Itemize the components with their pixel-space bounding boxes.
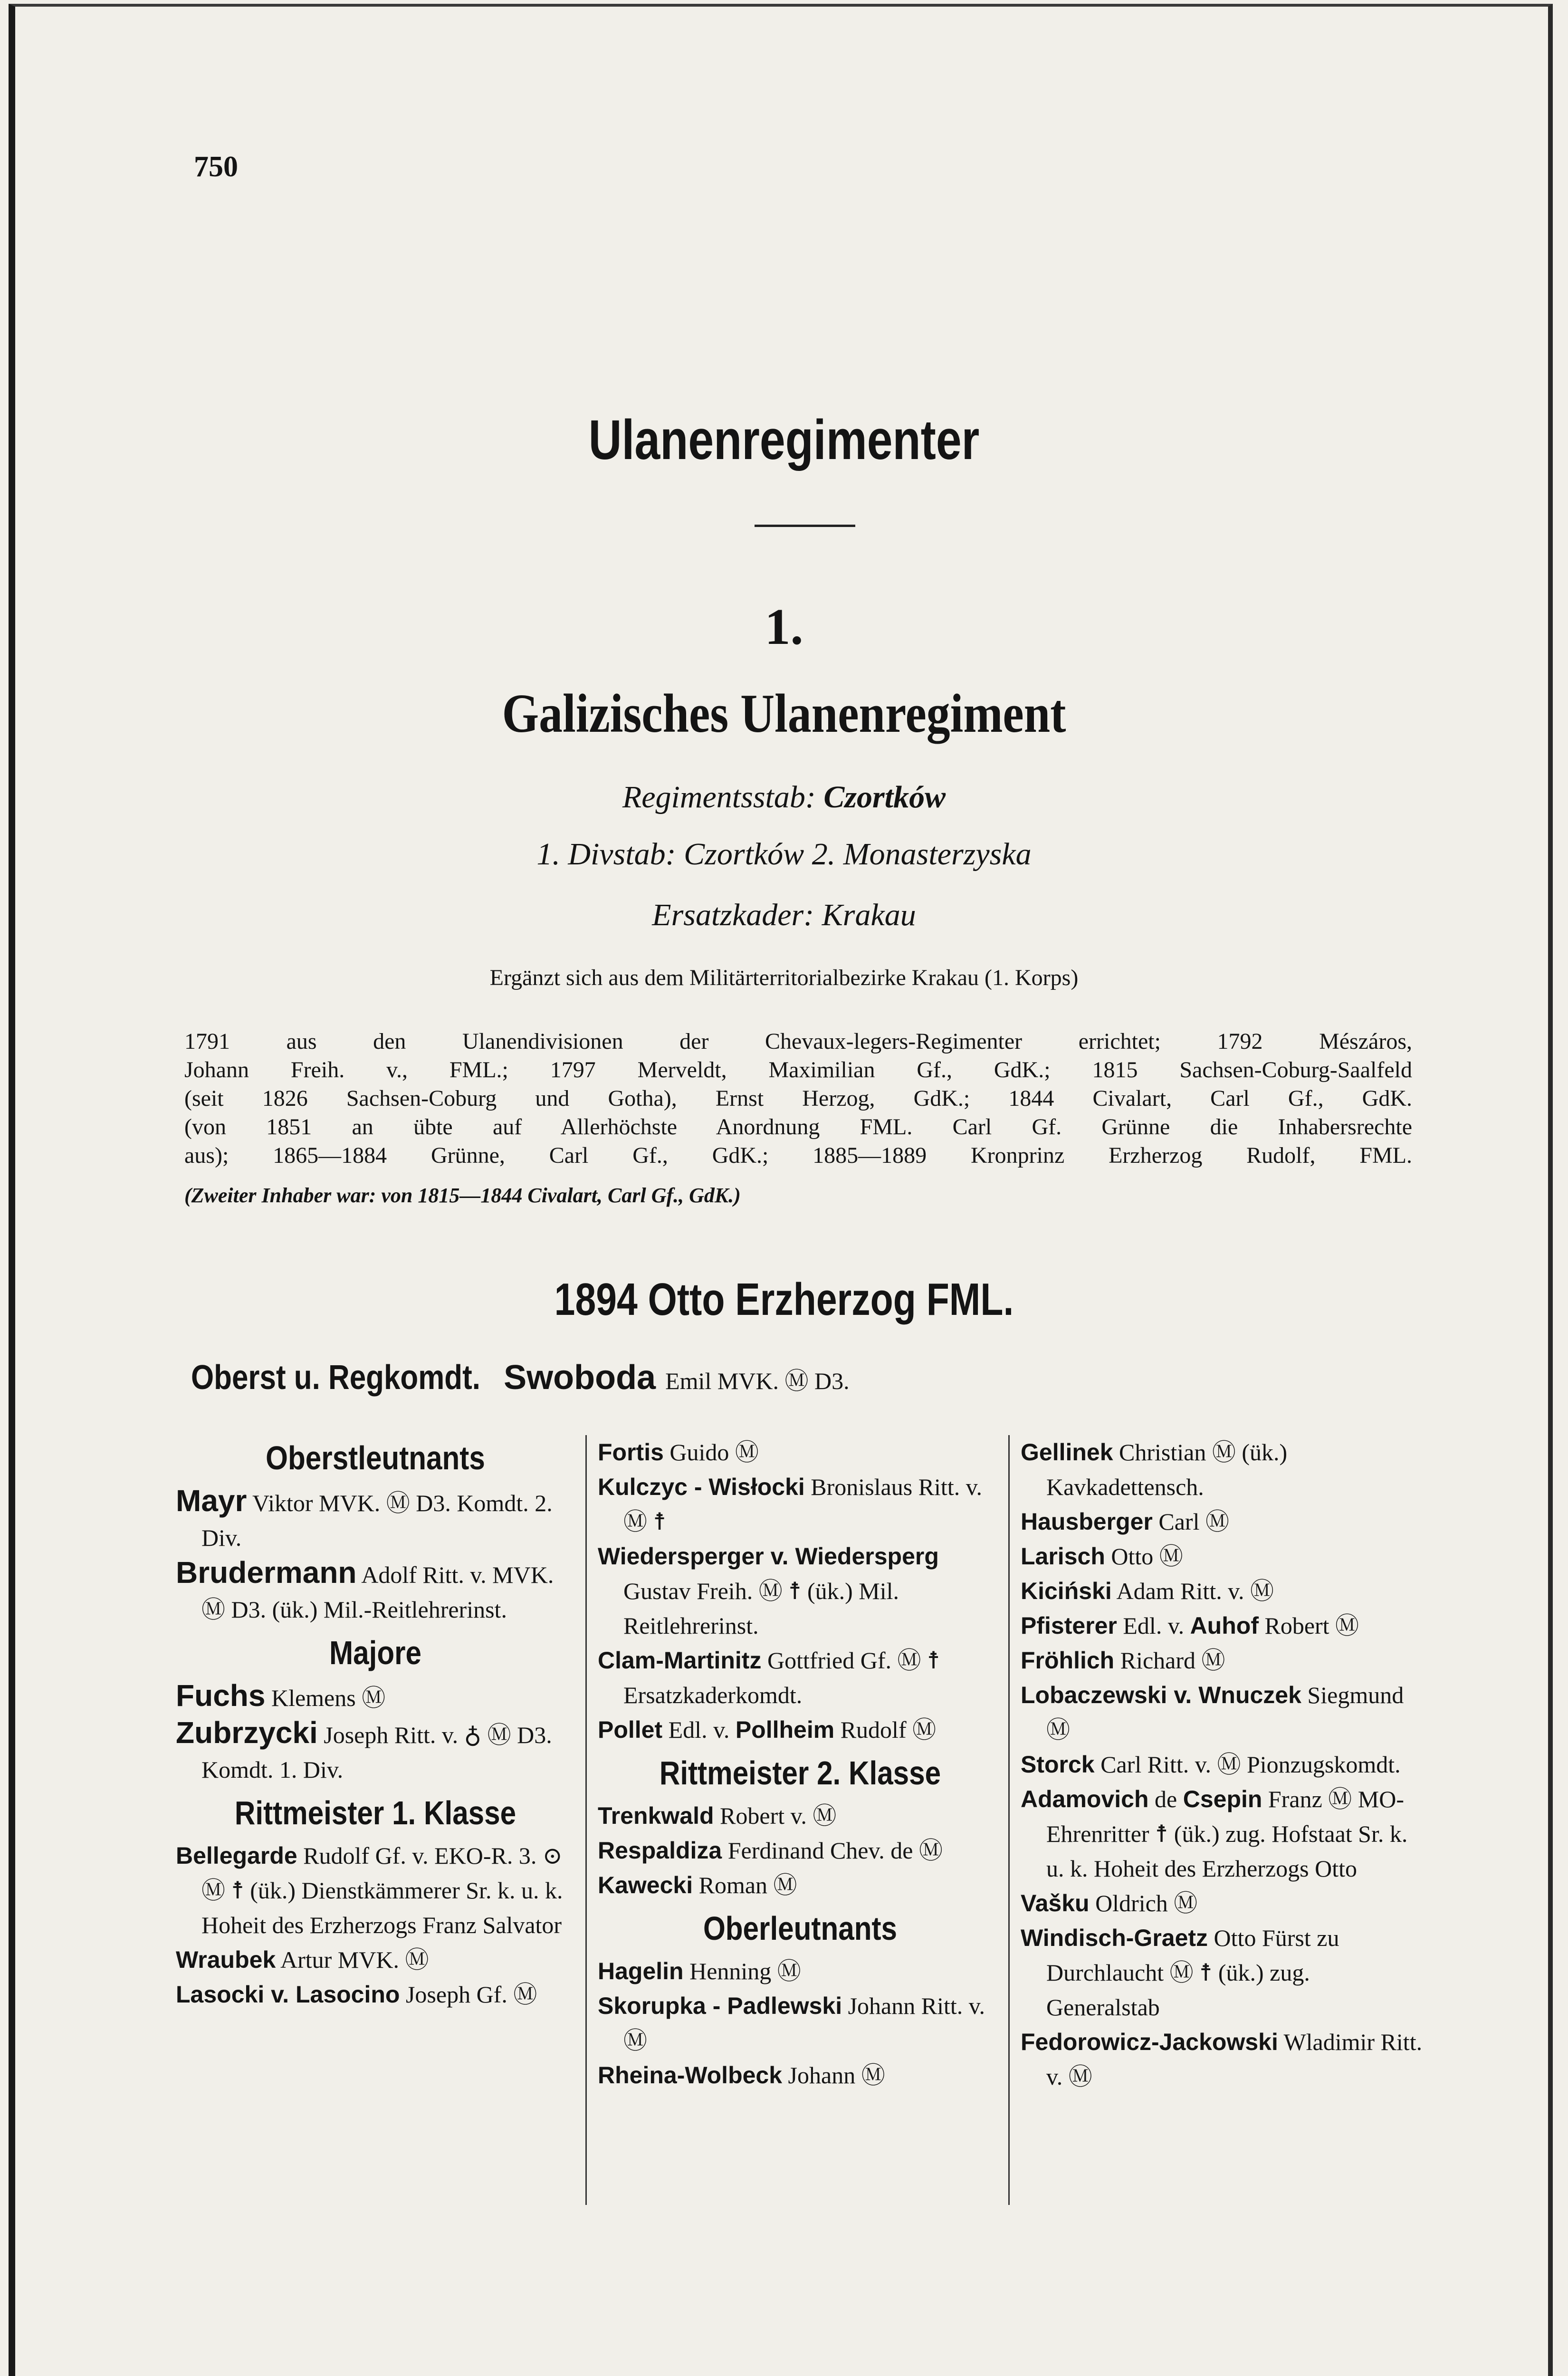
recruitment-note: Ergänzt sich aus dem Militärterritorialbezirke Krakau (1. Korps) — [489, 965, 1079, 990]
roster-entry — [1021, 2025, 1425, 2094]
entry-details: de — [1148, 1786, 1183, 1812]
entry-details: Wladimir Ritt. v. Ⓜ — [1046, 2029, 1423, 2090]
entry-details: Adam Ritt. v. Ⓜ — [1111, 1578, 1274, 1604]
history-line: 1791 aus den Ulanendivisionen der Chevaux-legers-Regimenter errichtet; 1792 Mészáros, — [184, 1029, 1412, 1054]
entry-details: Artur MVK. Ⓜ — [276, 1946, 429, 1973]
roster-entry — [598, 1989, 1003, 2058]
roster-entry — [598, 1833, 1003, 1868]
entry-details: Otto Ⓜ — [1105, 1543, 1183, 1570]
second-owner-note: (Zweiter Inhaber war: von 1815—1844 Civalart, Carl Gf., GdK.) — [184, 1184, 741, 1207]
stab-label: Regimentsstab: — [622, 780, 816, 814]
page-number: 750 — [194, 151, 238, 183]
ersatz-label: Ersatzkader: — [652, 898, 814, 932]
colonel-line — [191, 1358, 850, 1397]
entry-name: Fuchs — [176, 1678, 266, 1713]
roster-entry — [1021, 1539, 1425, 1574]
ersatzkader-line — [0, 897, 1568, 933]
entry-name: Vašku — [1021, 1890, 1090, 1916]
entry-name: Fortis — [598, 1439, 664, 1466]
entry-name: Mayr — [176, 1484, 247, 1518]
history-line: aus); 1865—1884 Grünne, Carl Gf., GdK.; 1885—1889 Kronprinz Erzherzog Rudolf, FML. — [184, 1143, 1412, 1168]
heading-rittmeister-2: Rittmeister 2. Klasse — [659, 1754, 941, 1792]
entry-name: Windisch-Graetz — [1021, 1925, 1208, 1951]
entry-details: Christian Ⓜ (ük.) Kavkadettensch. — [1046, 1439, 1288, 1500]
roster-entry — [176, 1484, 575, 1555]
roster-entry — [598, 1470, 1003, 1539]
roster-entry — [1021, 1574, 1425, 1609]
entry-name: Fröhlich — [1021, 1647, 1115, 1674]
column-divider — [1008, 1435, 1010, 2205]
roster-entry — [1021, 1643, 1425, 1678]
roster-entry — [1021, 1747, 1425, 1782]
colonel-details: Emil MVK. Ⓜ D3. — [665, 1368, 850, 1394]
entry-details: Joseph Gf. Ⓜ — [400, 1981, 537, 2008]
roster-entry — [598, 1868, 1003, 1903]
entry-details: Rudolf Gf. v. EKO-R. 3. ⊙ Ⓜ ☨ (ük.) Dienstkämmerer Sr. k. u. k. Hoheit des Erzherzogs Franz Salvator — [201, 1842, 563, 1938]
stab-value: Czortków — [823, 780, 946, 814]
heading-rittmeister-1: Rittmeister 1. Klasse — [234, 1794, 516, 1831]
roster-entry — [176, 1943, 575, 1977]
entry-details: Otto Fürst zu Durchlaucht Ⓜ ☨ (ük.) zug. Generalstab — [1046, 1925, 1339, 2021]
entry-name: Brudermann — [176, 1555, 357, 1590]
roster-entry — [1021, 1609, 1425, 1643]
entry-name: Bellegarde — [176, 1842, 297, 1869]
entry-details: Joseph Ritt. v. ♁ Ⓜ D3. Komdt. 1. Div. — [201, 1722, 552, 1783]
entry-name: Hagelin — [598, 1958, 684, 1984]
entry-details: Viktor MVK. Ⓜ D3. Komdt. 2. Div. — [201, 1490, 553, 1551]
roster-entry — [598, 1539, 1003, 1643]
entry-name: Lobaczewski v. Wnuczek — [1021, 1682, 1301, 1708]
roster-entry — [1021, 1435, 1425, 1504]
entry-details: Bronislaus Ritt. v. Ⓜ ☨ — [623, 1474, 982, 1535]
entry-name: Kawecki — [598, 1872, 693, 1898]
entry-details: Robert Ⓜ — [1258, 1612, 1359, 1639]
entry-details: Robert v. Ⓜ — [714, 1802, 837, 1829]
roster-entry — [176, 1678, 575, 1715]
entry-name: Kulczyc - Wisłocki — [598, 1474, 805, 1500]
ersatz-value: Krakau — [822, 898, 916, 932]
entry-name: Gellinek — [1021, 1439, 1113, 1466]
regiment-owner: 1894 Otto Erzherzog FML. — [554, 1274, 1014, 1325]
entry-name: Rheina-Wolbeck — [598, 2062, 783, 2089]
entry-name: Trenkwald — [598, 1802, 714, 1829]
roster-column-2 — [598, 1435, 1003, 2093]
entry-name: Skorupka - Padlewski — [598, 1993, 842, 2019]
entry-name: Clam-Martinitz — [598, 1647, 762, 1674]
entry-name: Lasocki v. Lasocino — [176, 1981, 400, 2008]
entry-details: Johann Ⓜ — [782, 2062, 885, 2089]
page-title: Ulanenregimenter — [588, 409, 980, 471]
entry-name: Larisch — [1021, 1543, 1105, 1570]
roster-entry — [176, 1839, 575, 1943]
entry-name: Fedorowicz-Jackowski — [1021, 2029, 1278, 2055]
history-paragraph — [184, 1027, 1412, 1170]
roster-column-1 — [176, 1435, 575, 2012]
entry-details: Johann Ritt. v. Ⓜ — [623, 1993, 985, 2054]
entry-details: Siegmund Ⓜ — [1046, 1682, 1404, 1743]
history-line: Johann Freih. v., FML.; 1797 Merveldt, Maximilian Gf., GdK.; 1815 Sachsen-Coburg-Saalfeld — [184, 1057, 1412, 1083]
roster-column-3 — [1021, 1435, 1425, 2094]
entry-name-part: Auhof — [1190, 1612, 1259, 1639]
entry-name: Wiedersperger v. Wiedersperg — [598, 1543, 939, 1570]
entry-name-part: Csepin — [1183, 1786, 1262, 1812]
roster-entry — [1021, 1921, 1425, 2025]
entry-details: Richard Ⓜ — [1114, 1647, 1225, 1674]
entry-name: Kiciński — [1021, 1578, 1112, 1604]
entry-details: Edl. v. — [1117, 1612, 1190, 1639]
entry-details: Carl Ⓜ — [1152, 1508, 1229, 1535]
roster-entry — [1021, 1782, 1425, 1886]
heading-oberleutnants: Oberleutnants — [703, 1910, 898, 1947]
colonel-name: Swoboda — [504, 1359, 656, 1397]
entry-name: Respaldiza — [598, 1837, 722, 1864]
roster-entry — [176, 1977, 575, 2012]
regiment-name: Galizisches Ulanenregiment — [502, 683, 1066, 744]
entry-name: Hausberger — [1021, 1508, 1153, 1535]
entry-details: Edl. v. — [662, 1716, 736, 1743]
title-divider — [755, 525, 855, 527]
entry-details: Henning Ⓜ — [683, 1958, 801, 1984]
entry-details: Gustav Freih. Ⓜ ☨ (ük.) Mil. Reitlehrerinst. — [623, 1578, 899, 1639]
entry-name: Storck — [1021, 1751, 1095, 1778]
roster-entry — [1021, 1504, 1425, 1539]
roster-entry — [598, 1435, 1003, 1470]
entry-details: Carl Ritt. v. Ⓜ Pionzugskomdt. — [1094, 1751, 1401, 1778]
column-divider — [585, 1435, 587, 2205]
entry-name: Pfisterer — [1021, 1612, 1117, 1639]
roster-entry — [176, 1715, 575, 1787]
entry-details: Guido Ⓜ — [663, 1439, 759, 1466]
divstab-line: 1. Divstab: Czortków 2. Monasterzyska — [536, 837, 1032, 872]
roster-entry — [1021, 1678, 1425, 1747]
entry-details: Ferdinand Chev. de Ⓜ — [722, 1837, 943, 1864]
entry-details: Adolf Ritt. v. MVK. Ⓜ D3. (ük.) Mil.-Reitlehrerinst. — [201, 1562, 554, 1623]
entry-details: Franz Ⓜ MO-Ehrenritter ☨ (ük.) zug. Hofstaat Sr. k. u. k. Hoheit des Erzherzogs Otto — [1046, 1786, 1408, 1882]
entry-details: Rudolf Ⓜ — [834, 1716, 937, 1743]
regiment-number: 1. — [765, 599, 803, 655]
roster-entry — [598, 1713, 1003, 1747]
entry-details: Klemens Ⓜ — [265, 1685, 386, 1711]
entry-details: Oldrich Ⓜ — [1089, 1890, 1198, 1916]
roster-entry — [598, 1799, 1003, 1833]
roster-entry — [598, 1643, 1003, 1713]
roster-entry — [1021, 1886, 1425, 1921]
entry-name-part: Pollheim — [735, 1716, 835, 1743]
entry-details: Gottfried Gf. Ⓜ ☨ Ersatzkaderkomdt. — [623, 1647, 940, 1708]
regimentsstab-line — [0, 779, 1568, 815]
history-line: (seit 1826 Sachsen-Coburg und Gotha), Ernst Herzog, GdK.; 1844 Civalart, Carl Gf., GdK. — [184, 1086, 1412, 1111]
entry-name: Pollet — [598, 1716, 663, 1743]
heading-oberstleutnants: Oberstleutnants — [266, 1439, 485, 1476]
entry-name: Zubrzycki — [176, 1715, 318, 1750]
entry-details: Roman Ⓜ — [693, 1872, 797, 1898]
heading-majore: Majore — [329, 1634, 422, 1671]
roster-entry — [598, 1954, 1003, 1989]
colonel-label: Oberst u. Regkomdt. — [191, 1359, 480, 1397]
roster-entry — [598, 2058, 1003, 2093]
roster-entry — [176, 1555, 575, 1627]
entry-name: Wraubek — [176, 1946, 276, 1973]
entry-name: Adamovich — [1021, 1786, 1149, 1812]
history-line: (von 1851 an übte auf Allerhöchste Anordnung FML. Carl Gf. Grünne die Inhabersrechte — [184, 1114, 1412, 1140]
